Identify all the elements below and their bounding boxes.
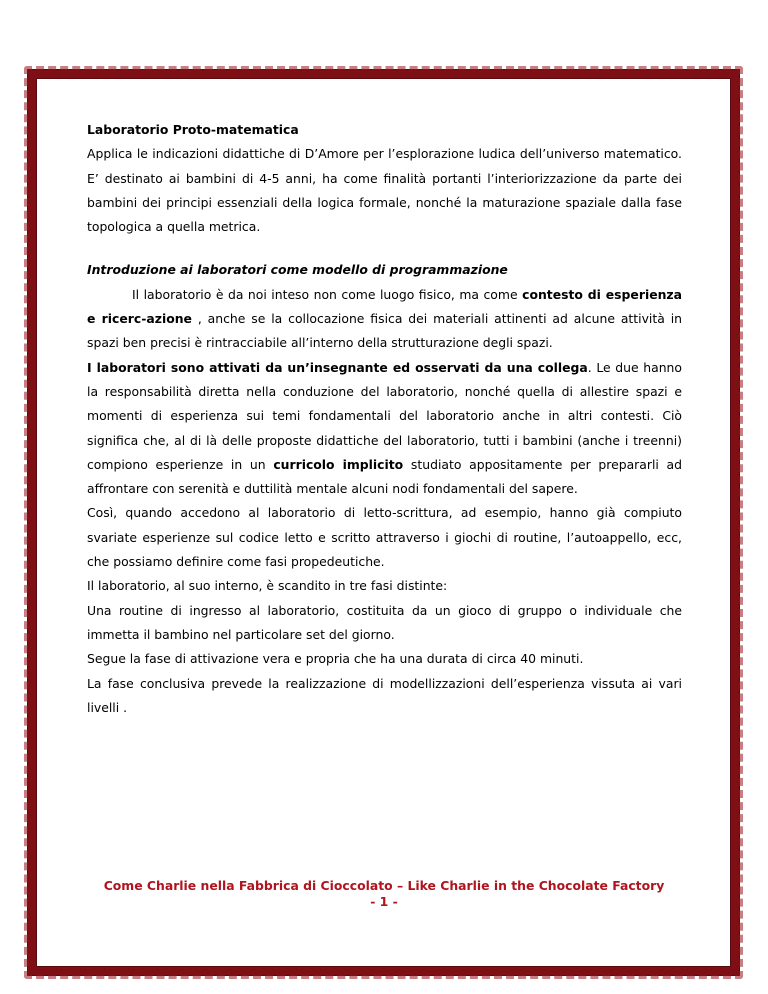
paragraph-text: Il laboratorio è da noi inteso non come luogo fisico, ma come [132, 286, 523, 302]
paragraph-propaedeutic: Così, quando accedono al laboratorio di letto-scrittura, ad esempio, hanno già compiuto svariate esperienze sul codice letto e scritto attraverso i giochi di routine, l’autoappello, ecc, che possiamo definire come fasi propedeutiche. [87, 505, 682, 570]
document-title: Laboratorio Proto-matematica [87, 122, 299, 137]
page-number: - 1 - [370, 894, 398, 909]
paragraph-lab-definition [87, 283, 682, 356]
paragraph-phase-conclusion: La fase conclusiva prevede la realizzazione di modellizzazioni dell’esperienza vissuta ai vari livelli . [87, 675, 682, 715]
emphasis-text: curricolo implicito [273, 456, 404, 472]
paragraph-text: , anche se la collocazione fisica dei materiali attinenti ad alcune attività in spazi ben precisi è rintracciabile all’interno della strutturazione degli spazi. [87, 311, 683, 351]
emphasis-text: I laboratori sono attivati da un’insegnante ed osservati da una collega [87, 359, 588, 375]
footer-title: Come Charlie nella Fabbrica di Cioccolato – Like Charlie in the Chocolate Factory [103, 878, 665, 893]
document-body [87, 118, 682, 720]
paragraph-lab-teachers [87, 356, 682, 502]
intro-paragraph: Applica le indicazioni didattiche di D’Amore per l’esplorazione ludica dell’universo matematico. E’ destinato ai bambini di 4-5 anni, ha come finalità portanti l’interiorizzazione da parte dei bambini dei principi essenziali della logica formale, nonché la maturazione spaziale dalla fase topologica a quella metrica. [87, 146, 682, 235]
spacer [87, 239, 682, 258]
paragraph-phase-entry: Una routine di ingresso al laboratorio, costituita da un gioco di gruppo o individuale che immetta il bambino nel particolare set del giorno. [87, 602, 682, 642]
page-footer [0, 878, 768, 910]
emphasis-text: contesto di esperienza e ricerc-azione [87, 286, 682, 327]
paragraph-phases-intro: Il laboratorio, al suo interno, è scandito in tre fasi distinte: [87, 578, 448, 594]
paragraph-text: studiato appositamente per prepararli ad affrontare con serenità e duttilità mentale alcuni nodi fondamentali del sapere. [87, 456, 682, 497]
paragraph-phase-activation: Segue la fase di attivazione vera e propria che ha una durata di circa 40 minuti. [87, 651, 584, 667]
paragraph-text: . Le due hanno la responsabilità diretta nella conduzione del laboratorio, nonché quella di allestire spazi e momenti di esperienza sui temi fondamentali del laboratorio anche in altri contesti. Ciò significa che, al di là delle proposte didattiche del laboratorio, tutti i bambini (anche i treenni) compiono esperienze in un [87, 359, 682, 472]
section-title: Introduzione ai laboratori come modello di programmazione [87, 262, 508, 278]
